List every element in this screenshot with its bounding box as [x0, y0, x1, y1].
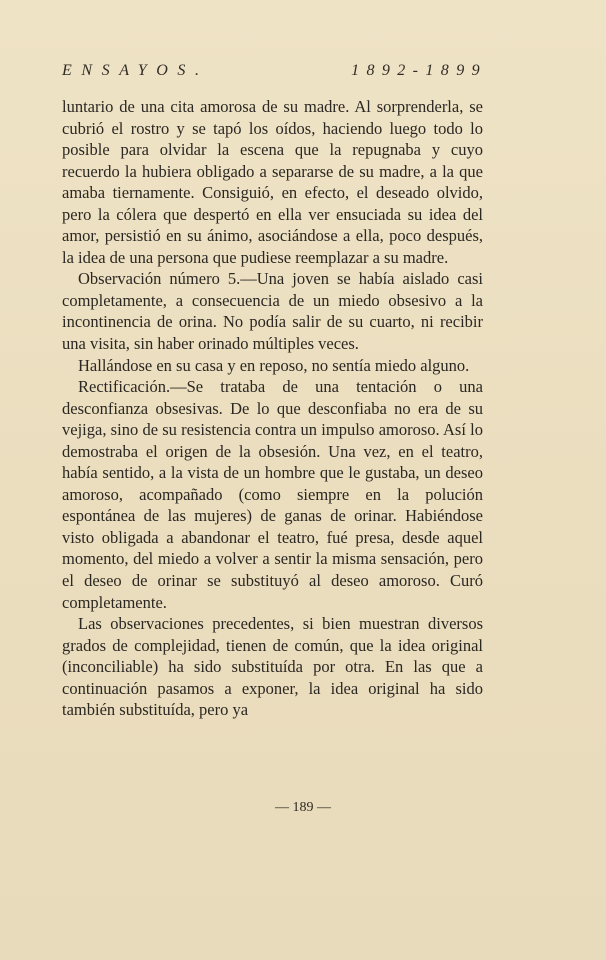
page-number: — 189 — [275, 800, 331, 815]
paragraph-at-home: Hallándose en su casa y en reposo, no sentía miedo alguno. [78, 355, 470, 375]
body-text [62, 96, 483, 721]
header-title: ENSAYOS. [62, 62, 209, 79]
header-years: 1892-1899 [351, 62, 487, 79]
paragraph-continuation: luntario de una cita amorosa de su madre. Al sorprenderla, se cubrió el rostro y se tapó los oídos, haciendo luego todo lo posible para olvidar la escena que la repugnaba y cuyo recuerdo la hubiera obligado a separarse de su madre, a la que amaba tiernamente. Consiguió, en efecto, el deseado olvido, pero la cólera que despertó en ella ver ensuciada su idea del amor, persistió en su ánimo, asociándose a ella, poco después, la idea de una persona que pudiese reemplazar a su madre. [62, 97, 483, 267]
paragraph-observations-summary: Las observaciones precedentes, si bien muestran diversos grados de complejidad, tienen de común, que la idea original (inconciliable) ha sido substituída por otra. En las que a continuación pasamos a exponer, la idea original ha sido también substituída, pero ya [62, 614, 483, 720]
running-header [62, 62, 487, 86]
paragraph-observation-5: Observación número 5.—Una joven se había aislado casi completamente, a consecuencia de un miedo obsesivo a la incontinencia de orina. No podía salir de su cuarto, ni recibir una visita, sin haber orinado múltiples veces. [62, 269, 483, 354]
paragraph-rectification: Rectificación.—Se trataba de una tentación o una desconfianza obsesivas. De lo que desconfiaba no era de su vejiga, sino de su resistencia contra un impulso amoroso. Así lo demostraba el origen de la obsesión. Una vez, en el teatro, había sentido, a la vista de un hombre que le gustaba, un deseo amoroso, acompañado (como siempre en la polución espontánea de las mujeres) de ganas de orinar. Habiéndose visto obligada a abandonar el teatro, fué presa, desde aquel momento, del miedo a volver a sentir la misma sensación, pero el deseo de orinar se substituyó al deseo amoroso. Curó completamente. [62, 377, 483, 612]
